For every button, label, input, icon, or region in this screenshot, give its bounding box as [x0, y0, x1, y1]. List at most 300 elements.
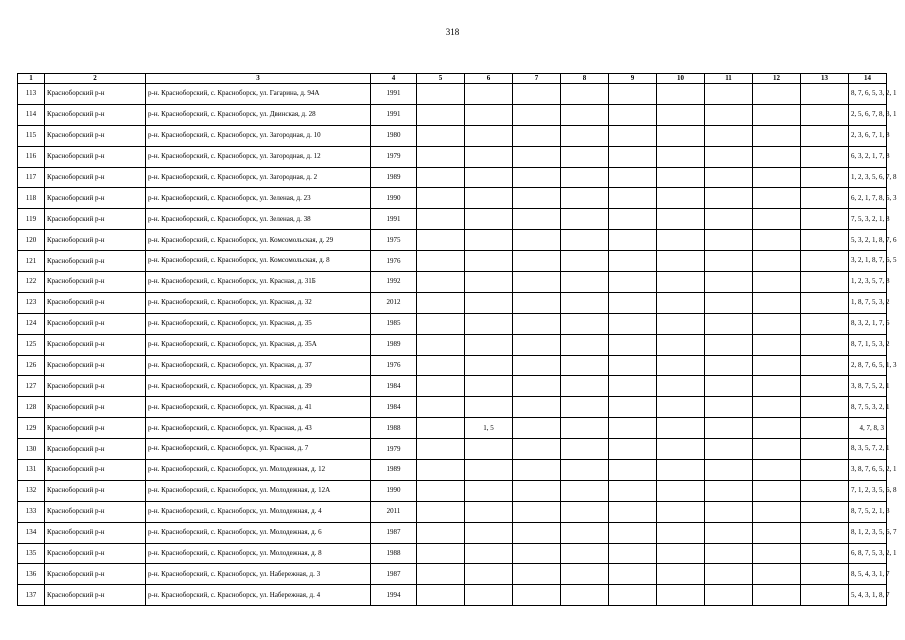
col-9-cell [609, 543, 657, 564]
year-cell: 1991 [371, 209, 417, 230]
district-cell: Красноборский р-н [45, 209, 146, 230]
col-5-cell [417, 313, 465, 334]
table-row [18, 209, 887, 230]
col-11-cell [705, 251, 753, 272]
col-12-cell [753, 230, 801, 251]
table-row [18, 272, 887, 293]
row-number-cell: 128 [18, 397, 45, 418]
year-cell: 2012 [371, 292, 417, 313]
col-6-cell [465, 460, 513, 481]
col-9-cell [609, 460, 657, 481]
column-header: 11 [705, 74, 753, 84]
col-11-cell [705, 543, 753, 564]
row-number-cell: 118 [18, 188, 45, 209]
col-8-cell [561, 522, 609, 543]
col-5-cell [417, 460, 465, 481]
col-12-cell [753, 376, 801, 397]
col-8-cell [561, 188, 609, 209]
year-cell: 1991 [371, 84, 417, 105]
row-number-cell: 131 [18, 460, 45, 481]
address-cell: р-н. Красноборский, с. Красноборск, ул. Красная, д. 35 [146, 313, 371, 334]
district-cell: Красноборский р-н [45, 84, 146, 105]
address-cell: р-н. Красноборский, с. Красноборск, ул. Красная, д. 37 [146, 355, 371, 376]
year-cell: 1984 [371, 397, 417, 418]
district-cell: Красноборский р-н [45, 501, 146, 522]
col-10-cell [657, 188, 705, 209]
col-8-cell [561, 564, 609, 585]
table-row [18, 292, 887, 313]
column-header: 13 [801, 74, 849, 84]
year-cell: 1976 [371, 355, 417, 376]
col-11-cell [705, 313, 753, 334]
col-5-cell [417, 167, 465, 188]
col-9-cell [609, 376, 657, 397]
col-13-cell [801, 522, 849, 543]
address-cell: р-н. Красноборский, с. Красноборск, ул. Молодежная, д. 4 [146, 501, 371, 522]
col-6-cell [465, 188, 513, 209]
row-number-cell: 135 [18, 543, 45, 564]
district-cell: Красноборский р-н [45, 313, 146, 334]
district-cell: Красноборский р-н [45, 543, 146, 564]
col-11-cell [705, 585, 753, 606]
table-row [18, 501, 887, 522]
column-header: 9 [609, 74, 657, 84]
col-9-cell [609, 209, 657, 230]
table-row [18, 355, 887, 376]
district-cell: Красноборский р-н [45, 251, 146, 272]
col-13-cell [801, 334, 849, 355]
col-5-cell [417, 480, 465, 501]
col-8-cell [561, 460, 609, 481]
col-9-cell [609, 418, 657, 439]
col-9-cell [609, 84, 657, 105]
col-14-cell: 2, 5, 6, 7, 8, 3, 1 [849, 104, 887, 125]
col-7-cell [513, 439, 561, 460]
col-9-cell [609, 501, 657, 522]
col-10-cell [657, 167, 705, 188]
col-8-cell [561, 104, 609, 125]
col-13-cell [801, 460, 849, 481]
col-6-cell [465, 501, 513, 522]
address-cell: р-н. Красноборский, с. Красноборск, ул. Загородная, д. 2 [146, 167, 371, 188]
col-7-cell [513, 125, 561, 146]
col-8-cell [561, 480, 609, 501]
col-8-cell [561, 439, 609, 460]
col-14-cell: 8, 3, 2, 1, 7, 5 [849, 313, 887, 334]
col-9-cell [609, 125, 657, 146]
year-cell: 1985 [371, 313, 417, 334]
table-row [18, 84, 887, 105]
col-7-cell [513, 209, 561, 230]
col-13-cell [801, 84, 849, 105]
col-11-cell [705, 292, 753, 313]
col-13-cell [801, 313, 849, 334]
year-cell: 1979 [371, 439, 417, 460]
col-6-cell [465, 439, 513, 460]
col-8-cell [561, 167, 609, 188]
district-cell: Красноборский р-н [45, 564, 146, 585]
row-number-cell: 120 [18, 230, 45, 251]
address-cell: р-н. Красноборский, с. Красноборск, ул. Красная, д. 32 [146, 292, 371, 313]
col-6-cell [465, 209, 513, 230]
col-14-cell: 8, 1, 2, 3, 5, 6, 7 [849, 522, 887, 543]
col-7-cell [513, 272, 561, 293]
col-10-cell [657, 397, 705, 418]
col-6-cell [465, 522, 513, 543]
col-5-cell [417, 84, 465, 105]
col-7-cell [513, 84, 561, 105]
row-number-cell: 126 [18, 355, 45, 376]
col-12-cell [753, 272, 801, 293]
col-14-cell: 3, 2, 1, 8, 7, 6, 5 [849, 251, 887, 272]
address-cell: р-н. Красноборский, с. Красноборск, ул. Молодежная, д. 8 [146, 543, 371, 564]
col-14-cell: 2, 3, 6, 7, 1, 8 [849, 125, 887, 146]
col-9-cell [609, 251, 657, 272]
col-9-cell [609, 167, 657, 188]
col-11-cell [705, 104, 753, 125]
col-14-cell: 3, 8, 7, 6, 5, 2, 1 [849, 460, 887, 481]
col-13-cell [801, 439, 849, 460]
district-cell: Красноборский р-н [45, 355, 146, 376]
col-11-cell [705, 209, 753, 230]
row-number-cell: 133 [18, 501, 45, 522]
column-header: 3 [146, 74, 371, 84]
district-cell: Красноборский р-н [45, 167, 146, 188]
col-9-cell [609, 230, 657, 251]
district-cell: Красноборский р-н [45, 460, 146, 481]
row-number-cell: 134 [18, 522, 45, 543]
col-12-cell [753, 334, 801, 355]
table-row [18, 167, 887, 188]
col-7-cell [513, 355, 561, 376]
year-cell: 1976 [371, 251, 417, 272]
table-row [18, 439, 887, 460]
address-cell: р-н. Красноборский, с. Красноборск, ул. Зеленая, д. 23 [146, 188, 371, 209]
column-header: 8 [561, 74, 609, 84]
col-7-cell [513, 418, 561, 439]
col-10-cell [657, 585, 705, 606]
col-9-cell [609, 272, 657, 293]
col-14-cell: 1, 8, 7, 5, 3, 2 [849, 292, 887, 313]
col-14-cell: 8, 3, 5, 7, 2, 1 [849, 439, 887, 460]
col-8-cell [561, 543, 609, 564]
col-7-cell [513, 167, 561, 188]
address-cell: р-н. Красноборский, с. Красноборск, ул. Красная, д. 43 [146, 418, 371, 439]
row-number-cell: 121 [18, 251, 45, 272]
col-11-cell [705, 167, 753, 188]
col-13-cell [801, 585, 849, 606]
col-6-cell [465, 543, 513, 564]
col-14-cell: 8, 5, 4, 3, 1, 7 [849, 564, 887, 585]
col-13-cell [801, 146, 849, 167]
district-cell: Красноборский р-н [45, 585, 146, 606]
row-number-cell: 129 [18, 418, 45, 439]
col-8-cell [561, 355, 609, 376]
col-9-cell [609, 439, 657, 460]
column-header: 14 [849, 74, 887, 84]
table-row [18, 397, 887, 418]
col-13-cell [801, 418, 849, 439]
table-row [18, 480, 887, 501]
col-5-cell [417, 146, 465, 167]
col-8-cell [561, 146, 609, 167]
row-number-cell: 113 [18, 84, 45, 105]
col-6-cell [465, 313, 513, 334]
col-7-cell [513, 251, 561, 272]
col-7-cell [513, 564, 561, 585]
col-12-cell [753, 355, 801, 376]
col-5-cell [417, 418, 465, 439]
table-row [18, 334, 887, 355]
col-13-cell [801, 104, 849, 125]
row-number-cell: 123 [18, 292, 45, 313]
table-row [18, 251, 887, 272]
year-cell: 1988 [371, 543, 417, 564]
row-number-cell: 114 [18, 104, 45, 125]
year-cell: 1988 [371, 418, 417, 439]
col-6-cell [465, 167, 513, 188]
address-cell: р-н. Красноборский, с. Красноборск, ул. Комсомольская, д. 8 [146, 251, 371, 272]
col-10-cell [657, 230, 705, 251]
col-7-cell [513, 313, 561, 334]
col-14-cell: 1, 2, 3, 5, 6, 7, 8 [849, 167, 887, 188]
table-row [18, 230, 887, 251]
address-cell: р-н. Красноборский, с. Красноборск, ул. Зеленая, д. 38 [146, 209, 371, 230]
col-11-cell [705, 564, 753, 585]
table-row [18, 125, 887, 146]
address-cell: р-н. Красноборский, с. Красноборск, ул. Молодежная, д. 6 [146, 522, 371, 543]
col-10-cell [657, 460, 705, 481]
col-10-cell [657, 543, 705, 564]
col-7-cell [513, 480, 561, 501]
row-number-cell: 124 [18, 313, 45, 334]
col-9-cell [609, 522, 657, 543]
col-6-cell [465, 355, 513, 376]
address-cell: р-н. Красноборский, с. Красноборск, ул. Загородная, д. 10 [146, 125, 371, 146]
col-11-cell [705, 355, 753, 376]
year-cell: 1975 [371, 230, 417, 251]
col-9-cell [609, 313, 657, 334]
col-8-cell [561, 251, 609, 272]
col-12-cell [753, 480, 801, 501]
col-13-cell [801, 209, 849, 230]
col-10-cell [657, 501, 705, 522]
district-cell: Красноборский р-н [45, 522, 146, 543]
col-7-cell [513, 543, 561, 564]
col-10-cell [657, 313, 705, 334]
district-cell: Красноборский р-н [45, 125, 146, 146]
col-9-cell [609, 334, 657, 355]
col-11-cell [705, 522, 753, 543]
col-6-cell: 1, 5 [465, 418, 513, 439]
address-cell: р-н. Красноборский, с. Красноборск, ул. Красная, д. 41 [146, 397, 371, 418]
col-5-cell [417, 522, 465, 543]
col-11-cell [705, 146, 753, 167]
col-7-cell [513, 188, 561, 209]
table-row [18, 313, 887, 334]
col-12-cell [753, 460, 801, 481]
col-7-cell [513, 230, 561, 251]
col-6-cell [465, 397, 513, 418]
col-10-cell [657, 522, 705, 543]
col-8-cell [561, 292, 609, 313]
district-cell: Красноборский р-н [45, 230, 146, 251]
district-cell: Красноборский р-н [45, 418, 146, 439]
col-12-cell [753, 418, 801, 439]
col-12-cell [753, 564, 801, 585]
address-cell: р-н. Красноборский, с. Красноборск, ул. Красная, д. 39 [146, 376, 371, 397]
col-14-cell: 8, 7, 1, 5, 3, 2 [849, 334, 887, 355]
row-number-cell: 116 [18, 146, 45, 167]
col-14-cell: 8, 7, 5, 3, 2, 1 [849, 397, 887, 418]
year-cell: 1990 [371, 480, 417, 501]
address-cell: р-н. Красноборский, с. Красноборск, ул. Загородная, д. 12 [146, 146, 371, 167]
row-number-cell: 132 [18, 480, 45, 501]
col-9-cell [609, 397, 657, 418]
col-8-cell [561, 125, 609, 146]
col-8-cell [561, 230, 609, 251]
col-12-cell [753, 251, 801, 272]
col-12-cell [753, 188, 801, 209]
col-5-cell [417, 209, 465, 230]
col-11-cell [705, 272, 753, 293]
col-5-cell [417, 334, 465, 355]
col-11-cell [705, 418, 753, 439]
row-number-cell: 130 [18, 439, 45, 460]
col-12-cell [753, 313, 801, 334]
col-5-cell [417, 585, 465, 606]
col-14-cell: 5, 4, 3, 1, 8, 7 [849, 585, 887, 606]
year-cell: 1987 [371, 564, 417, 585]
column-header: 7 [513, 74, 561, 84]
district-cell: Красноборский р-н [45, 439, 146, 460]
col-13-cell [801, 543, 849, 564]
col-8-cell [561, 272, 609, 293]
col-12-cell [753, 585, 801, 606]
col-10-cell [657, 292, 705, 313]
col-10-cell [657, 125, 705, 146]
col-7-cell [513, 585, 561, 606]
col-12-cell [753, 209, 801, 230]
district-cell: Красноборский р-н [45, 104, 146, 125]
column-header: 1 [18, 74, 45, 84]
col-7-cell [513, 146, 561, 167]
table-row [18, 460, 887, 481]
table-row [18, 522, 887, 543]
col-8-cell [561, 209, 609, 230]
col-5-cell [417, 292, 465, 313]
col-9-cell [609, 585, 657, 606]
column-header: 2 [45, 74, 146, 84]
col-12-cell [753, 167, 801, 188]
col-5-cell [417, 564, 465, 585]
col-6-cell [465, 292, 513, 313]
col-13-cell [801, 564, 849, 585]
row-number-cell: 127 [18, 376, 45, 397]
col-6-cell [465, 251, 513, 272]
district-cell: Красноборский р-н [45, 397, 146, 418]
col-12-cell [753, 501, 801, 522]
row-number-cell: 137 [18, 585, 45, 606]
row-number-cell: 115 [18, 125, 45, 146]
page-number: 318 [445, 27, 460, 37]
col-8-cell [561, 418, 609, 439]
col-11-cell [705, 84, 753, 105]
col-10-cell [657, 564, 705, 585]
col-10-cell [657, 439, 705, 460]
year-cell: 1992 [371, 272, 417, 293]
col-6-cell [465, 230, 513, 251]
col-8-cell [561, 376, 609, 397]
col-10-cell [657, 104, 705, 125]
col-6-cell [465, 376, 513, 397]
col-14-cell: 5, 3, 2, 1, 8, 7, 6 [849, 230, 887, 251]
col-6-cell [465, 480, 513, 501]
col-12-cell [753, 522, 801, 543]
address-cell: р-н. Красноборский, с. Красноборск, ул. Красная, д. 7 [146, 439, 371, 460]
col-6-cell [465, 564, 513, 585]
table-header [18, 74, 887, 84]
col-9-cell [609, 355, 657, 376]
district-cell: Красноборский р-н [45, 376, 146, 397]
year-cell: 1989 [371, 334, 417, 355]
col-8-cell [561, 334, 609, 355]
col-12-cell [753, 146, 801, 167]
col-13-cell [801, 480, 849, 501]
col-11-cell [705, 334, 753, 355]
col-5-cell [417, 251, 465, 272]
col-5-cell [417, 272, 465, 293]
col-5-cell [417, 355, 465, 376]
col-11-cell [705, 501, 753, 522]
col-6-cell [465, 125, 513, 146]
col-9-cell [609, 104, 657, 125]
col-8-cell [561, 313, 609, 334]
col-5-cell [417, 104, 465, 125]
col-13-cell [801, 125, 849, 146]
col-13-cell [801, 251, 849, 272]
col-14-cell: 1, 2, 3, 5, 7, 8 [849, 272, 887, 293]
column-header: 12 [753, 74, 801, 84]
col-6-cell [465, 84, 513, 105]
header-row [18, 74, 887, 84]
col-14-cell: 8, 7, 6, 5, 3, 2, 1 [849, 84, 887, 105]
row-number-cell: 136 [18, 564, 45, 585]
col-13-cell [801, 230, 849, 251]
year-cell: 1979 [371, 146, 417, 167]
col-11-cell [705, 397, 753, 418]
col-10-cell [657, 376, 705, 397]
col-11-cell [705, 230, 753, 251]
col-12-cell [753, 84, 801, 105]
district-cell: Красноборский р-н [45, 480, 146, 501]
year-cell: 1990 [371, 188, 417, 209]
col-13-cell [801, 292, 849, 313]
table-row [18, 146, 887, 167]
year-cell: 1994 [371, 585, 417, 606]
column-header: 5 [417, 74, 465, 84]
year-cell: 1989 [371, 460, 417, 481]
district-cell: Красноборский р-н [45, 272, 146, 293]
col-14-cell: 3, 8, 7, 5, 2, 1 [849, 376, 887, 397]
column-header: 10 [657, 74, 705, 84]
address-cell: р-н. Красноборский, с. Красноборск, ул. Красная, д. 35А [146, 334, 371, 355]
col-6-cell [465, 272, 513, 293]
col-14-cell: 2, 8, 7, 6, 5, 1, 3 [849, 355, 887, 376]
year-cell: 2011 [371, 501, 417, 522]
district-cell: Красноборский р-н [45, 334, 146, 355]
col-9-cell [609, 188, 657, 209]
